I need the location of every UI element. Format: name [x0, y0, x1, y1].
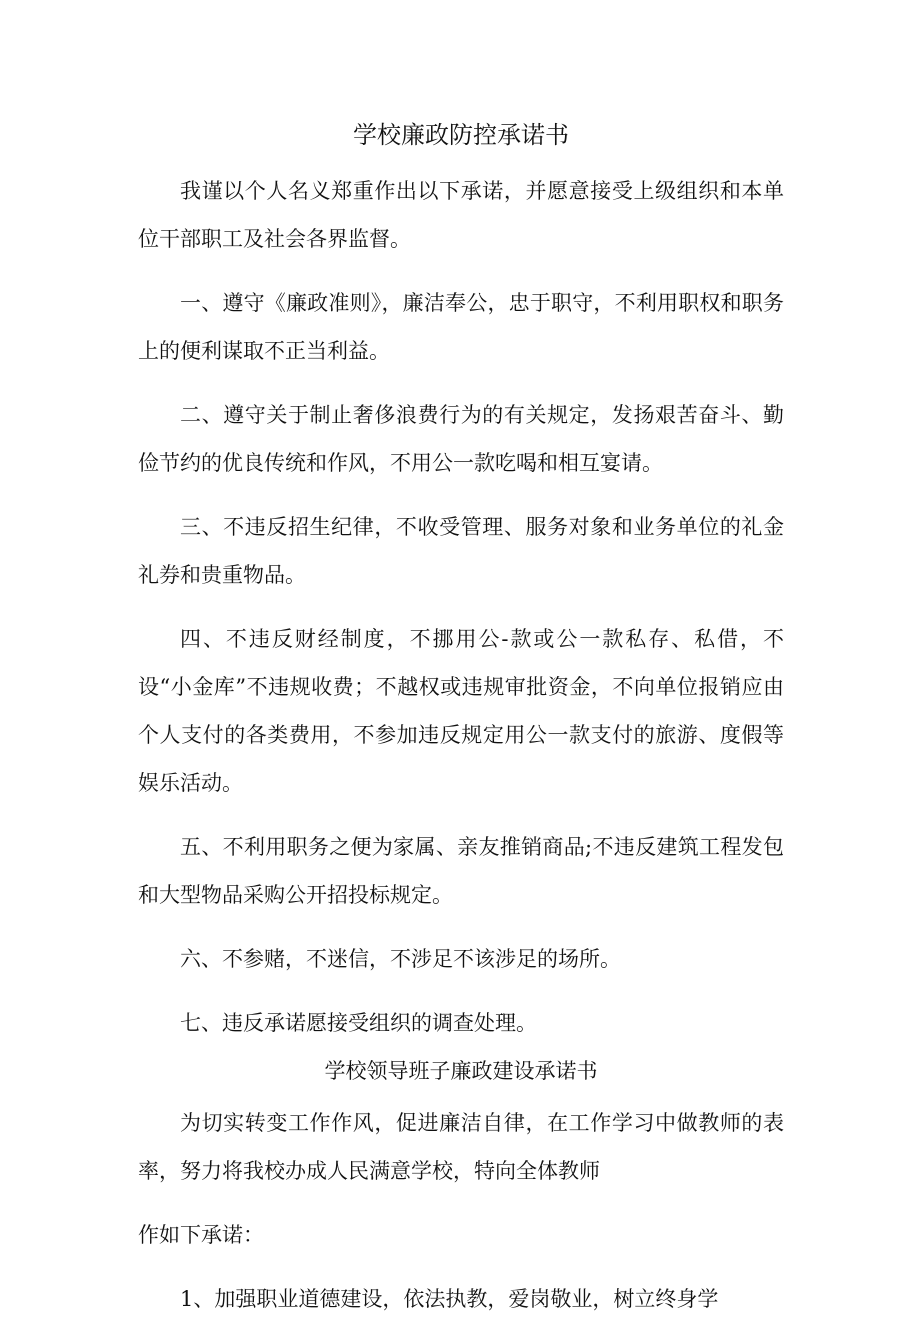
spacer: [138, 807, 784, 823]
sub-item-1: 1、加强职业道德建设，依法执教，爱岗敬业，树立终身学: [180, 1287, 719, 1311]
spacer: [138, 983, 784, 999]
intro-paragraph: 我谨以个人名义郑重作出以下承诺，并愿意接受上级组织和本单位干部职工及社会各界监督。: [138, 179, 784, 251]
item-2: 二、遵守关于制止奢侈浪费行为的有关规定，发扬艰苦奋斗、勤俭节约的优良传统和作风，不用公一款吃喝和相互宴请。: [138, 403, 784, 475]
document-page: [138, 115, 784, 1323]
spacer: [138, 1259, 784, 1275]
section-subtitle: 学校领导班子廉政建设承诺书: [324, 1059, 598, 1083]
item-7: 七、违反承诺愿接受组织的调查处理。: [180, 1011, 537, 1035]
item-6: 六、不参赌，不迷信，不涉足不该涉足的场所。: [180, 947, 621, 971]
sub-intro-paragraph: 为切实转变工作作风，促进廉洁自律，在工作学习中做教师的表率，努力将我校办成人民满意学校，特向全体教师: [138, 1111, 784, 1183]
spacer: [138, 375, 784, 391]
item-4: 四、不违反财经制度，不挪用公-款或公一款私存、私借，不设“小金库”不违规收费；不越权或违规审批资金，不向单位报销应由个人支付的各类费用，不参加违反规定用公一款支付的旅游、度假等娱乐活动。: [138, 627, 784, 795]
spacer: [138, 487, 784, 503]
sub-intro-continuation: 作如下承诺：: [138, 1223, 264, 1247]
spacer: [138, 263, 784, 279]
item-5: 五、不利用职务之便为家属、亲友推销商品;不违反建筑工程发包和大型物品采购公开招投标规定。: [138, 835, 784, 907]
spacer: [138, 599, 784, 615]
spacer: [138, 1195, 784, 1211]
item-3: 三、不违反招生纪律，不收受管理、服务对象和业务单位的礼金礼券和贵重物品。: [138, 515, 784, 587]
item-1: 一、遵守《廉政准则》，廉洁奉公，忠于职守，不利用职权和职务上的便利谋取不正当利益。: [138, 291, 784, 363]
document-title: 学校廉政防控承诺书: [353, 121, 569, 149]
spacer: [138, 919, 784, 935]
